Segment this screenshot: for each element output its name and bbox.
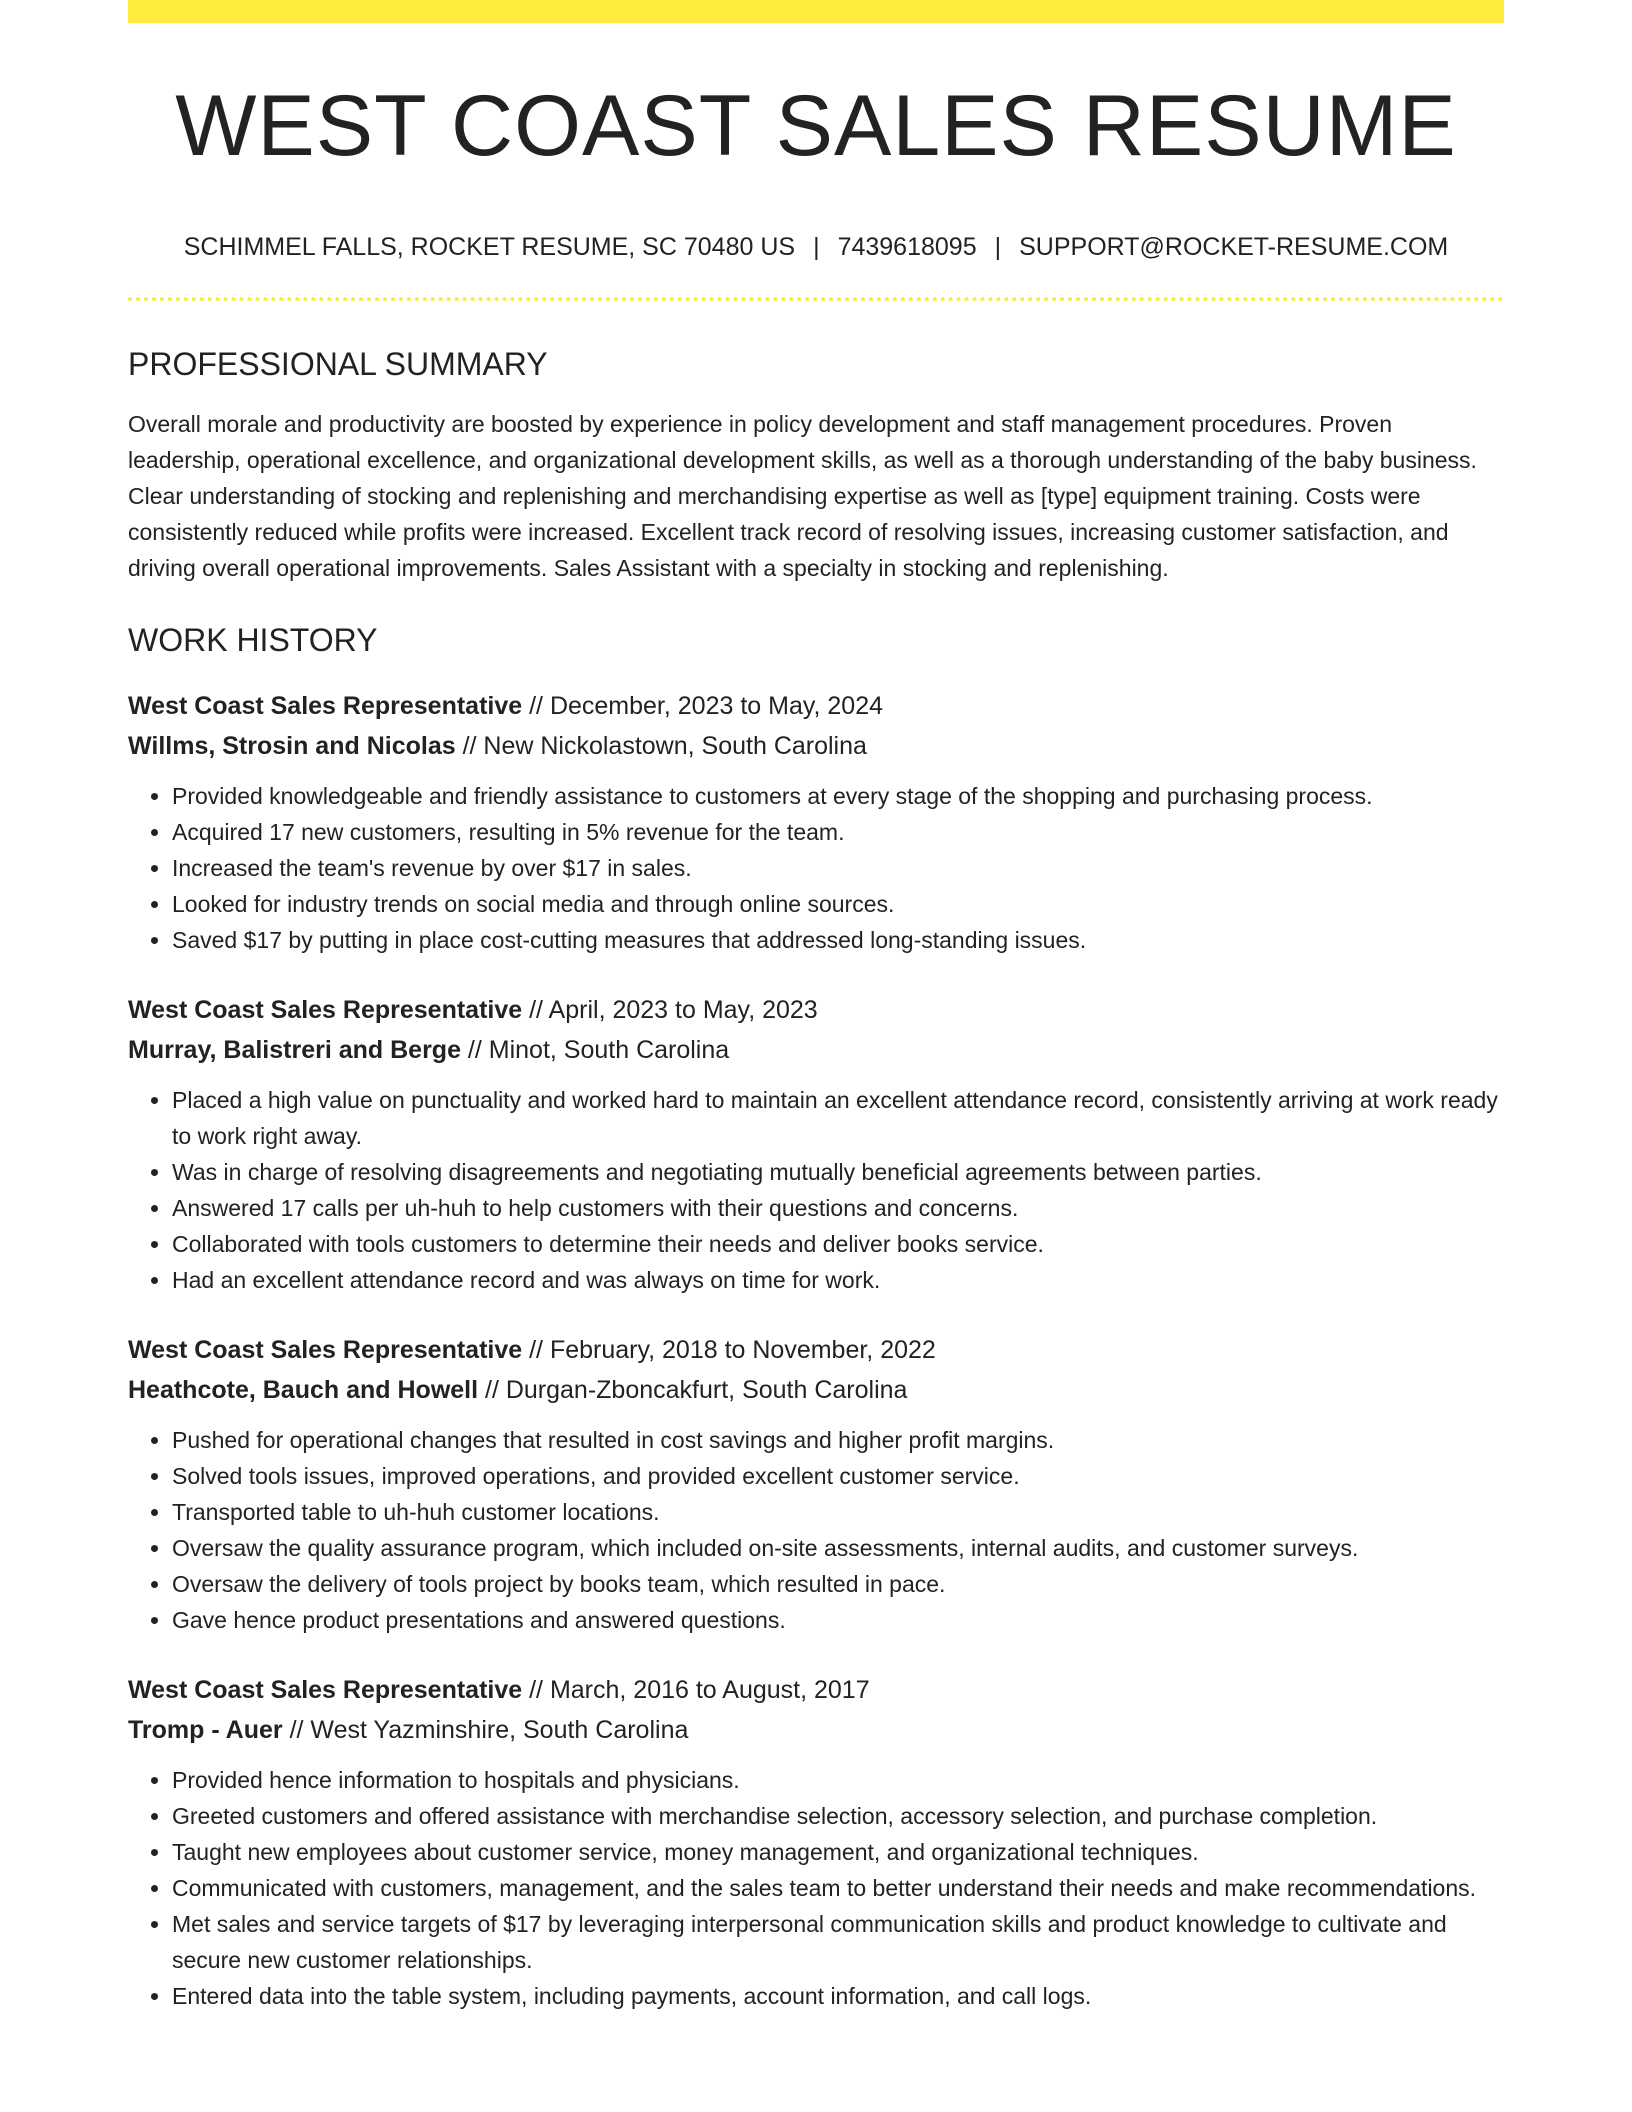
resume-page [128, 0, 1504, 2014]
list-item: • Pushed for operational changes that resulted in cost savings and higher profit margins. [172, 1422, 1504, 1458]
job-dates: // December, 2023 to May, 2024 [522, 692, 884, 720]
summary-text: Overall morale and productivity are boosted by experience in policy development and staff management procedures. Proven leadership, operational excellence, and organizational development skills, as well as a thorough understanding of the baby business. Clear understanding of stocking and replenishing and merchandising expertise as well as [type] equipment training. Costs were consistently reduced while profits were increased. Excellent track record of resolving issues, increasing customer satisfaction, and driving overall operational improvements. Sales Assistant with a specialty in stocking and replenishing. [128, 411, 1477, 581]
job-entry [128, 1670, 1504, 2014]
job-location: // West Yazminshire, South Carolina [282, 1716, 689, 1744]
list-item: • Collaborated with tools customers to determine their needs and deliver books service. [172, 1226, 1504, 1262]
contact-line [128, 235, 1504, 260]
header-divider [128, 297, 1504, 301]
contact-phone: 7439618095 [837, 233, 977, 261]
list-item: • Entered data into the table system, including payments, account information, and call logs. [172, 1978, 1504, 2014]
resume-title: WEST COAST SALES RESUME [175, 78, 1457, 174]
summary-heading: PROFESSIONAL SUMMARY [128, 346, 548, 382]
contact-separator: | [813, 233, 820, 261]
list-item: • Increased the team's revenue by over $17 in sales. [172, 850, 1504, 886]
job-entry [128, 686, 1504, 958]
job-title-line [128, 990, 1504, 1030]
list-item: • Placed a high value on punctuality and worked hard to maintain an excellent attendance record, consistently arriving at work ready to work right away. [172, 1082, 1504, 1154]
contact-email: SUPPORT@ROCKET-RESUME.COM [1019, 233, 1449, 261]
job-role: West Coast Sales Representative [128, 692, 523, 720]
list-item: • Looked for industry trends on social media and through online sources. [172, 886, 1504, 922]
job-entry [128, 990, 1504, 1298]
job-dates: // March, 2016 to August, 2017 [522, 1676, 870, 1704]
list-item: • Had an excellent attendance record and was always on time for work. [172, 1262, 1504, 1298]
accent-bar [128, 0, 1504, 23]
job-title-line [128, 1670, 1504, 1710]
job-company: Tromp - Auer [128, 1716, 283, 1744]
job-company: Murray, Balistreri and Berge [128, 1036, 461, 1064]
job-role: West Coast Sales Representative [128, 996, 523, 1024]
list-item: • Communicated with customers, management, and the sales team to better understand their needs and make recommendations. [172, 1870, 1504, 1906]
job-bullets [128, 1082, 1504, 1298]
work-history-heading: WORK HISTORY [128, 622, 378, 658]
job-company: Heathcote, Bauch and Howell [128, 1376, 479, 1404]
job-company-line [128, 726, 1504, 766]
job-location: // Minot, South Carolina [460, 1036, 730, 1064]
list-item: • Oversaw the quality assurance program, which included on-site assessments, internal audits, and customer surveys. [172, 1530, 1504, 1566]
list-item: • Taught new employees about customer service, money management, and organizational techniques. [172, 1834, 1504, 1870]
job-location: // Durgan-Zboncakfurt, South Carolina [478, 1376, 908, 1404]
job-company: Willms, Strosin and Nicolas [128, 732, 456, 760]
job-title-line [128, 1330, 1504, 1370]
work-history-list [128, 686, 1504, 2014]
job-role: West Coast Sales Representative [128, 1336, 523, 1364]
list-item: • Greeted customers and offered assistance with merchandise selection, accessory selection, and purchase completion. [172, 1798, 1504, 1834]
job-title-line [128, 686, 1504, 726]
list-item: • Provided hence information to hospitals and physicians. [172, 1762, 1504, 1798]
list-item: • Was in charge of resolving disagreements and negotiating mutually beneficial agreements between parties. [172, 1154, 1504, 1190]
contact-separator: | [994, 233, 1002, 261]
job-company-line [128, 1370, 1504, 1410]
list-item: • Oversaw the delivery of tools project by books team, which resulted in pace. [172, 1566, 1504, 1602]
job-entry [128, 1330, 1504, 1638]
job-bullets [128, 1762, 1504, 2014]
job-location: // New Nickolastown, South Carolina [455, 732, 867, 760]
list-item: • Transported table to uh-huh customer locations. [172, 1494, 1504, 1530]
job-dates: // February, 2018 to November, 2022 [522, 1336, 936, 1364]
list-item: • Saved $17 by putting in place cost-cutting measures that addressed long-standing issues. [172, 922, 1504, 958]
list-item: • Met sales and service targets of $17 by leveraging interpersonal communication skills and product knowledge to cultivate and secure new customer relationships. [172, 1906, 1504, 1978]
job-bullets [128, 1422, 1504, 1638]
list-item: • Answered 17 calls per uh-huh to help customers with their questions and concerns. [172, 1190, 1504, 1226]
list-item: • Solved tools issues, improved operations, and provided excellent customer service. [172, 1458, 1504, 1494]
job-dates: // April, 2023 to May, 2023 [522, 996, 818, 1024]
list-item: • Acquired 17 new customers, resulting in 5% revenue for the team. [172, 814, 1504, 850]
list-item: • Gave hence product presentations and answered questions. [172, 1602, 1504, 1638]
job-company-line [128, 1710, 1504, 1750]
contact-address: SCHIMMEL FALLS, ROCKET RESUME, SC 70480 US [183, 233, 796, 261]
job-role: West Coast Sales Representative [128, 1676, 523, 1704]
job-company-line [128, 1030, 1504, 1070]
job-bullets [128, 778, 1504, 958]
list-item: • Provided knowledgeable and friendly assistance to customers at every stage of the shopping and purchasing process. [172, 778, 1504, 814]
